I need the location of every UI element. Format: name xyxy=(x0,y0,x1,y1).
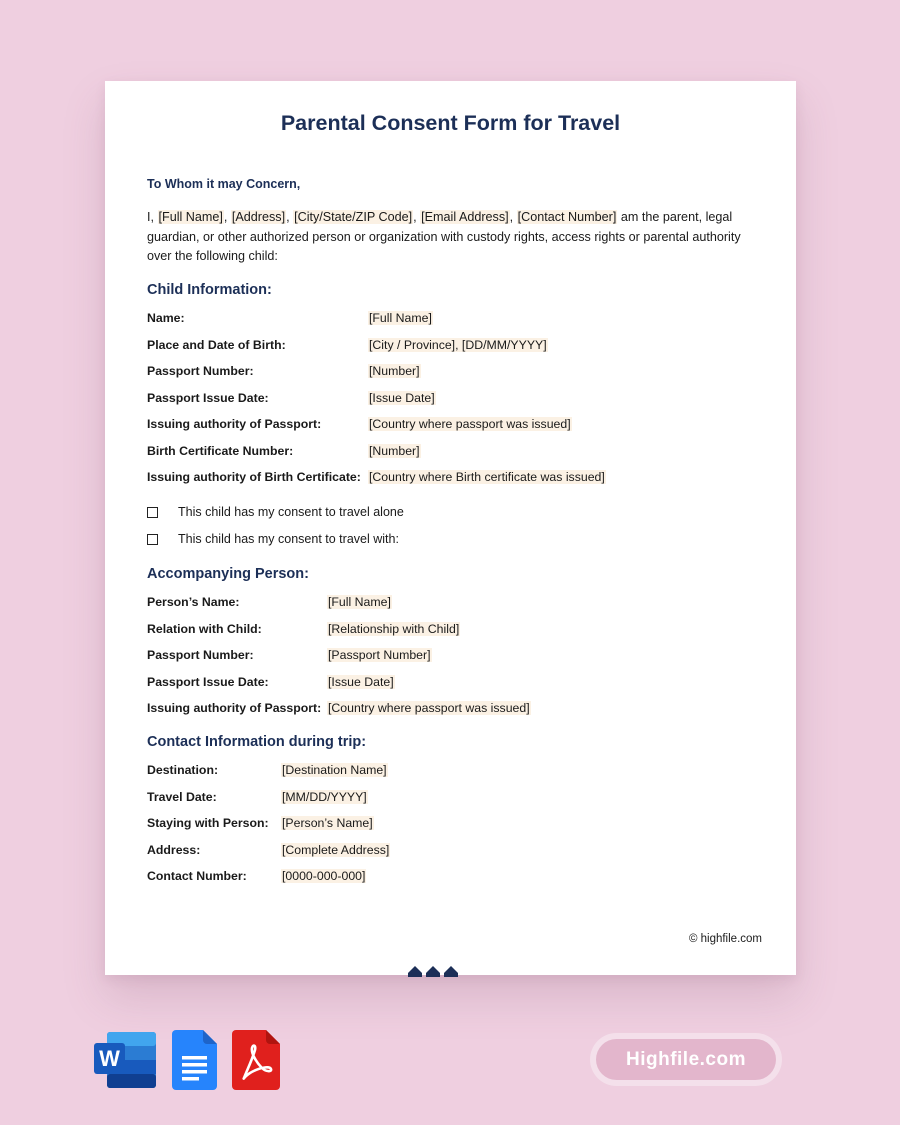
field-value: [Number] xyxy=(369,443,420,458)
document-title: Parental Consent Form for Travel xyxy=(280,111,621,135)
intro-separator: , xyxy=(286,210,294,224)
document-page xyxy=(105,81,796,975)
field-value: [MM/DD/YYYY] xyxy=(282,789,367,804)
intro-separator: , xyxy=(413,210,421,224)
page-decoration xyxy=(407,965,461,977)
field-value: [Full Name] xyxy=(328,595,391,609)
field-value: [Issue Date] xyxy=(369,390,435,405)
consent-alone-checkbox[interactable] xyxy=(147,507,158,518)
consent-with-checkbox[interactable] xyxy=(147,534,158,545)
intro-prefix: I, xyxy=(147,210,158,224)
intro-paragraph xyxy=(147,208,752,267)
intro-separator: , xyxy=(509,210,517,224)
field-label: Address: xyxy=(147,842,201,857)
intro-suffix: am the parent, legal guardian, or other authorized person or organization with custody rights, access rights or parental authority over the following child: xyxy=(147,210,741,264)
microsoft-word-icon xyxy=(94,1030,156,1090)
field-value: [Country where Birth certificate was issued] xyxy=(369,470,605,484)
google-docs-icon xyxy=(172,1030,217,1090)
field-label: Destination: xyxy=(147,763,219,777)
field-value: [Passport Number] xyxy=(328,648,431,662)
child-section-title: Child Information: xyxy=(147,282,272,298)
word-letter: W xyxy=(99,1046,120,1071)
field-label: Name: xyxy=(147,311,185,325)
field-value: [Country where passport was issued] xyxy=(369,417,571,431)
placeholder-address: [Address] xyxy=(231,210,286,224)
field-label: Issuing authority of Passport: xyxy=(147,417,322,431)
contact-section-title: Contact Information during trip: xyxy=(147,734,367,750)
field-label: Passport Issue Date: xyxy=(147,390,269,405)
placeholder-city: [City/State/ZIP Code] xyxy=(294,210,413,224)
field-value: [Relationship with Child] xyxy=(328,621,460,636)
adobe-pdf-icon xyxy=(232,1030,280,1090)
consent-with-label: This child has my consent to travel with: xyxy=(178,532,399,546)
field-label: Issuing authority of Birth Certificate: xyxy=(147,470,361,484)
field-value: [Destination Name] xyxy=(282,763,387,777)
placeholder-full-name: [Full Name] xyxy=(158,210,223,224)
field-label: Relation with Child: xyxy=(147,621,262,636)
placeholder-email: [Email Address] xyxy=(421,210,509,224)
field-value: [Complete Address] xyxy=(282,842,390,857)
field-label: Place and Date of Birth: xyxy=(147,337,286,352)
field-value: [Country where passport was issued] xyxy=(328,701,530,715)
field-label: Staying with Person: xyxy=(147,816,269,830)
accompanying-section-title: Accompanying Person: xyxy=(147,566,309,582)
placeholder-contact: [Contact Number] xyxy=(517,210,617,224)
field-value: [Number] xyxy=(369,364,420,378)
field-value: [Issue Date] xyxy=(328,674,394,689)
field-label: Issuing authority of Passport: xyxy=(147,701,322,715)
intro-separator: , xyxy=(223,210,231,224)
field-label: Person’s Name: xyxy=(147,595,240,609)
field-label: Travel Date: xyxy=(147,789,217,804)
field-value: [Full Name] xyxy=(369,311,432,325)
field-value: [Person’s Name] xyxy=(282,816,373,830)
salutation: To Whom it may Concern, xyxy=(147,177,301,191)
brand-badge xyxy=(590,1033,782,1086)
consent-alone-label: This child has my consent to travel alone xyxy=(178,505,404,519)
field-label: Passport Number: xyxy=(147,364,254,378)
brand-name: Highfile.com xyxy=(596,1039,776,1080)
copyright-notice: © highfile.com xyxy=(688,933,762,945)
field-label: Contact Number: xyxy=(147,869,247,883)
field-value: [City / Province], [DD/MM/YYYY] xyxy=(369,337,547,352)
field-label: Birth Certificate Number: xyxy=(147,443,294,458)
field-label: Passport Number: xyxy=(147,648,254,662)
field-label: Passport Issue Date: xyxy=(147,674,269,689)
field-value: [0000-000-000] xyxy=(282,869,366,883)
